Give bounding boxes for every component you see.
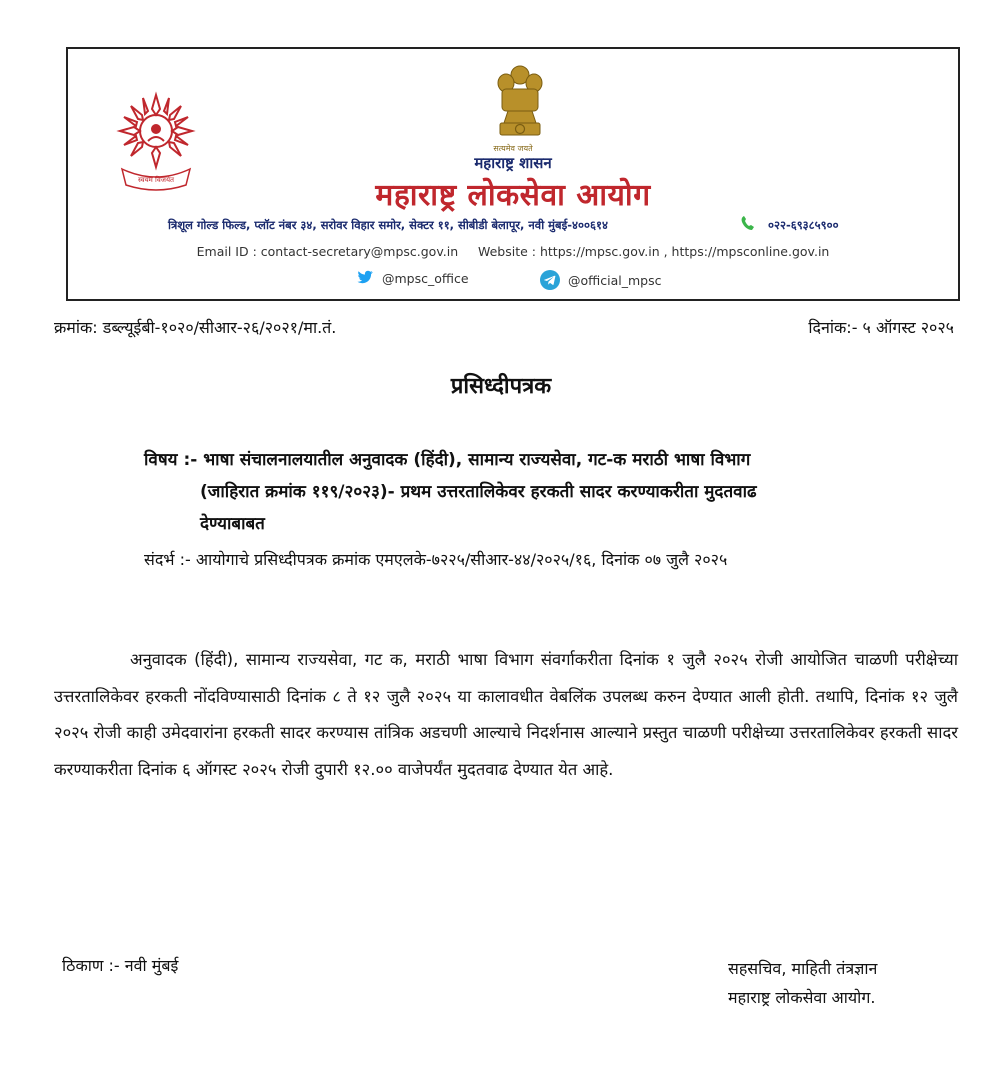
subject-block bbox=[144, 444, 950, 540]
phone-number: ०२२-६९३८५९०० bbox=[768, 218, 839, 232]
twitter-handle-text: @mpsc_office bbox=[382, 270, 469, 286]
twitter-handle bbox=[354, 270, 469, 286]
reference-number: क्रमांक: डब्ल्यूईबी-१०२०/सीआर-२६/२०२१/मा.तं. bbox=[54, 318, 337, 337]
signatory-designation: सहसचिव, माहिती तंत्रज्ञान bbox=[728, 959, 878, 978]
telegram-icon bbox=[540, 270, 560, 290]
signature-block bbox=[728, 954, 877, 1012]
commission-name: महाराष्ट्र लोकसेवा आयोग bbox=[375, 178, 651, 213]
place-line: ठिकाण :- नवी मुंबई bbox=[62, 956, 179, 975]
page-title: प्रसिध्दीपत्रक bbox=[450, 374, 552, 399]
telegram-handle-text: @official_mpsc bbox=[568, 272, 662, 288]
reference-line: संदर्भ :- आयोगाचे प्रसिध्दीपत्रक क्रमांक एमएलके-७२२५/सीआर-४४/२०२५/१६, दिनांक ०७ जुलै २०२५ bbox=[144, 550, 728, 569]
signatory-office: महाराष्ट्र लोकसेवा आयोग. bbox=[728, 988, 876, 1007]
subject-line-2: (जाहिरात क्रमांक ११९/२०२३)- प्रथम उत्तरतालिकेवर हरकती सादर करण्याकरीता मुदतवाढ bbox=[200, 482, 757, 502]
subject-line-3: देण्याबाबत bbox=[200, 514, 265, 534]
subject-line-1: भाषा संचालनालयातील अनुवादक (हिंदी), सामान्य राज्यसेवा, गट-क मराठी भाषा विभाग bbox=[203, 450, 751, 470]
twitter-icon bbox=[354, 270, 374, 286]
national-emblem bbox=[492, 63, 548, 143]
body-paragraph: अनुवादक (हिंदी), सामान्य राज्यसेवा, गट क, मराठी भाषा विभाग संवर्गाकरीता दिनांक १ जुलै २०२५ रोजी आयोजित चाळणी परीक्षेच्या उत्तरतालिकेवर हरकती नोंदविण्यासाठी दिनांक ८ ते १२ जुलै २०२५ या कालावधीत वेबलिंक उपलब्ध करुन देण्यात आली होती. तथापि, दिनांक १२ जुलै २०२५ रोजी काही उमेदवारांना हरकती सादर करण्यास तांत्रिक अडचणी आल्याचे निदर्शनास आल्याने प्रस्तुत चाळणी परीक्षेच्या उत्तरतालिकेवर हरकती सादर करण्याकरीता दिनांक ६ ऑगस्ट २०२५ रोजी दुपारी १२.०० वाजेपर्यंत मुदतवाढ देण्यात येत आहे. bbox=[54, 650, 958, 779]
document-date: दिनांक:- ५ ऑगस्ट २०२५ bbox=[808, 318, 954, 337]
office-address: त्रिशूल गोल्ड फिल्ड, प्लॉट नंबर ३४, सरोवर विहार समोर, सेक्टर ११, सीबीडी बेलापूर, नवी मुंबई-४००६१४ bbox=[168, 218, 608, 232]
letterhead bbox=[66, 47, 960, 301]
motto: सत्यमेव जयते bbox=[493, 144, 533, 153]
subject-label: विषय :- bbox=[144, 450, 204, 470]
svg-text:स्वयंम विजयेत: स्वयंम विजयेत bbox=[137, 176, 175, 184]
telegram-handle bbox=[540, 270, 661, 290]
government-name: महाराष्ट्र शासन bbox=[474, 154, 552, 172]
phone-icon bbox=[740, 215, 756, 231]
contact-line: Email ID : contact-secretary@mpsc.gov.in Website : https://mpsc.gov.in , https://mpsconline.gov.in bbox=[196, 244, 830, 259]
